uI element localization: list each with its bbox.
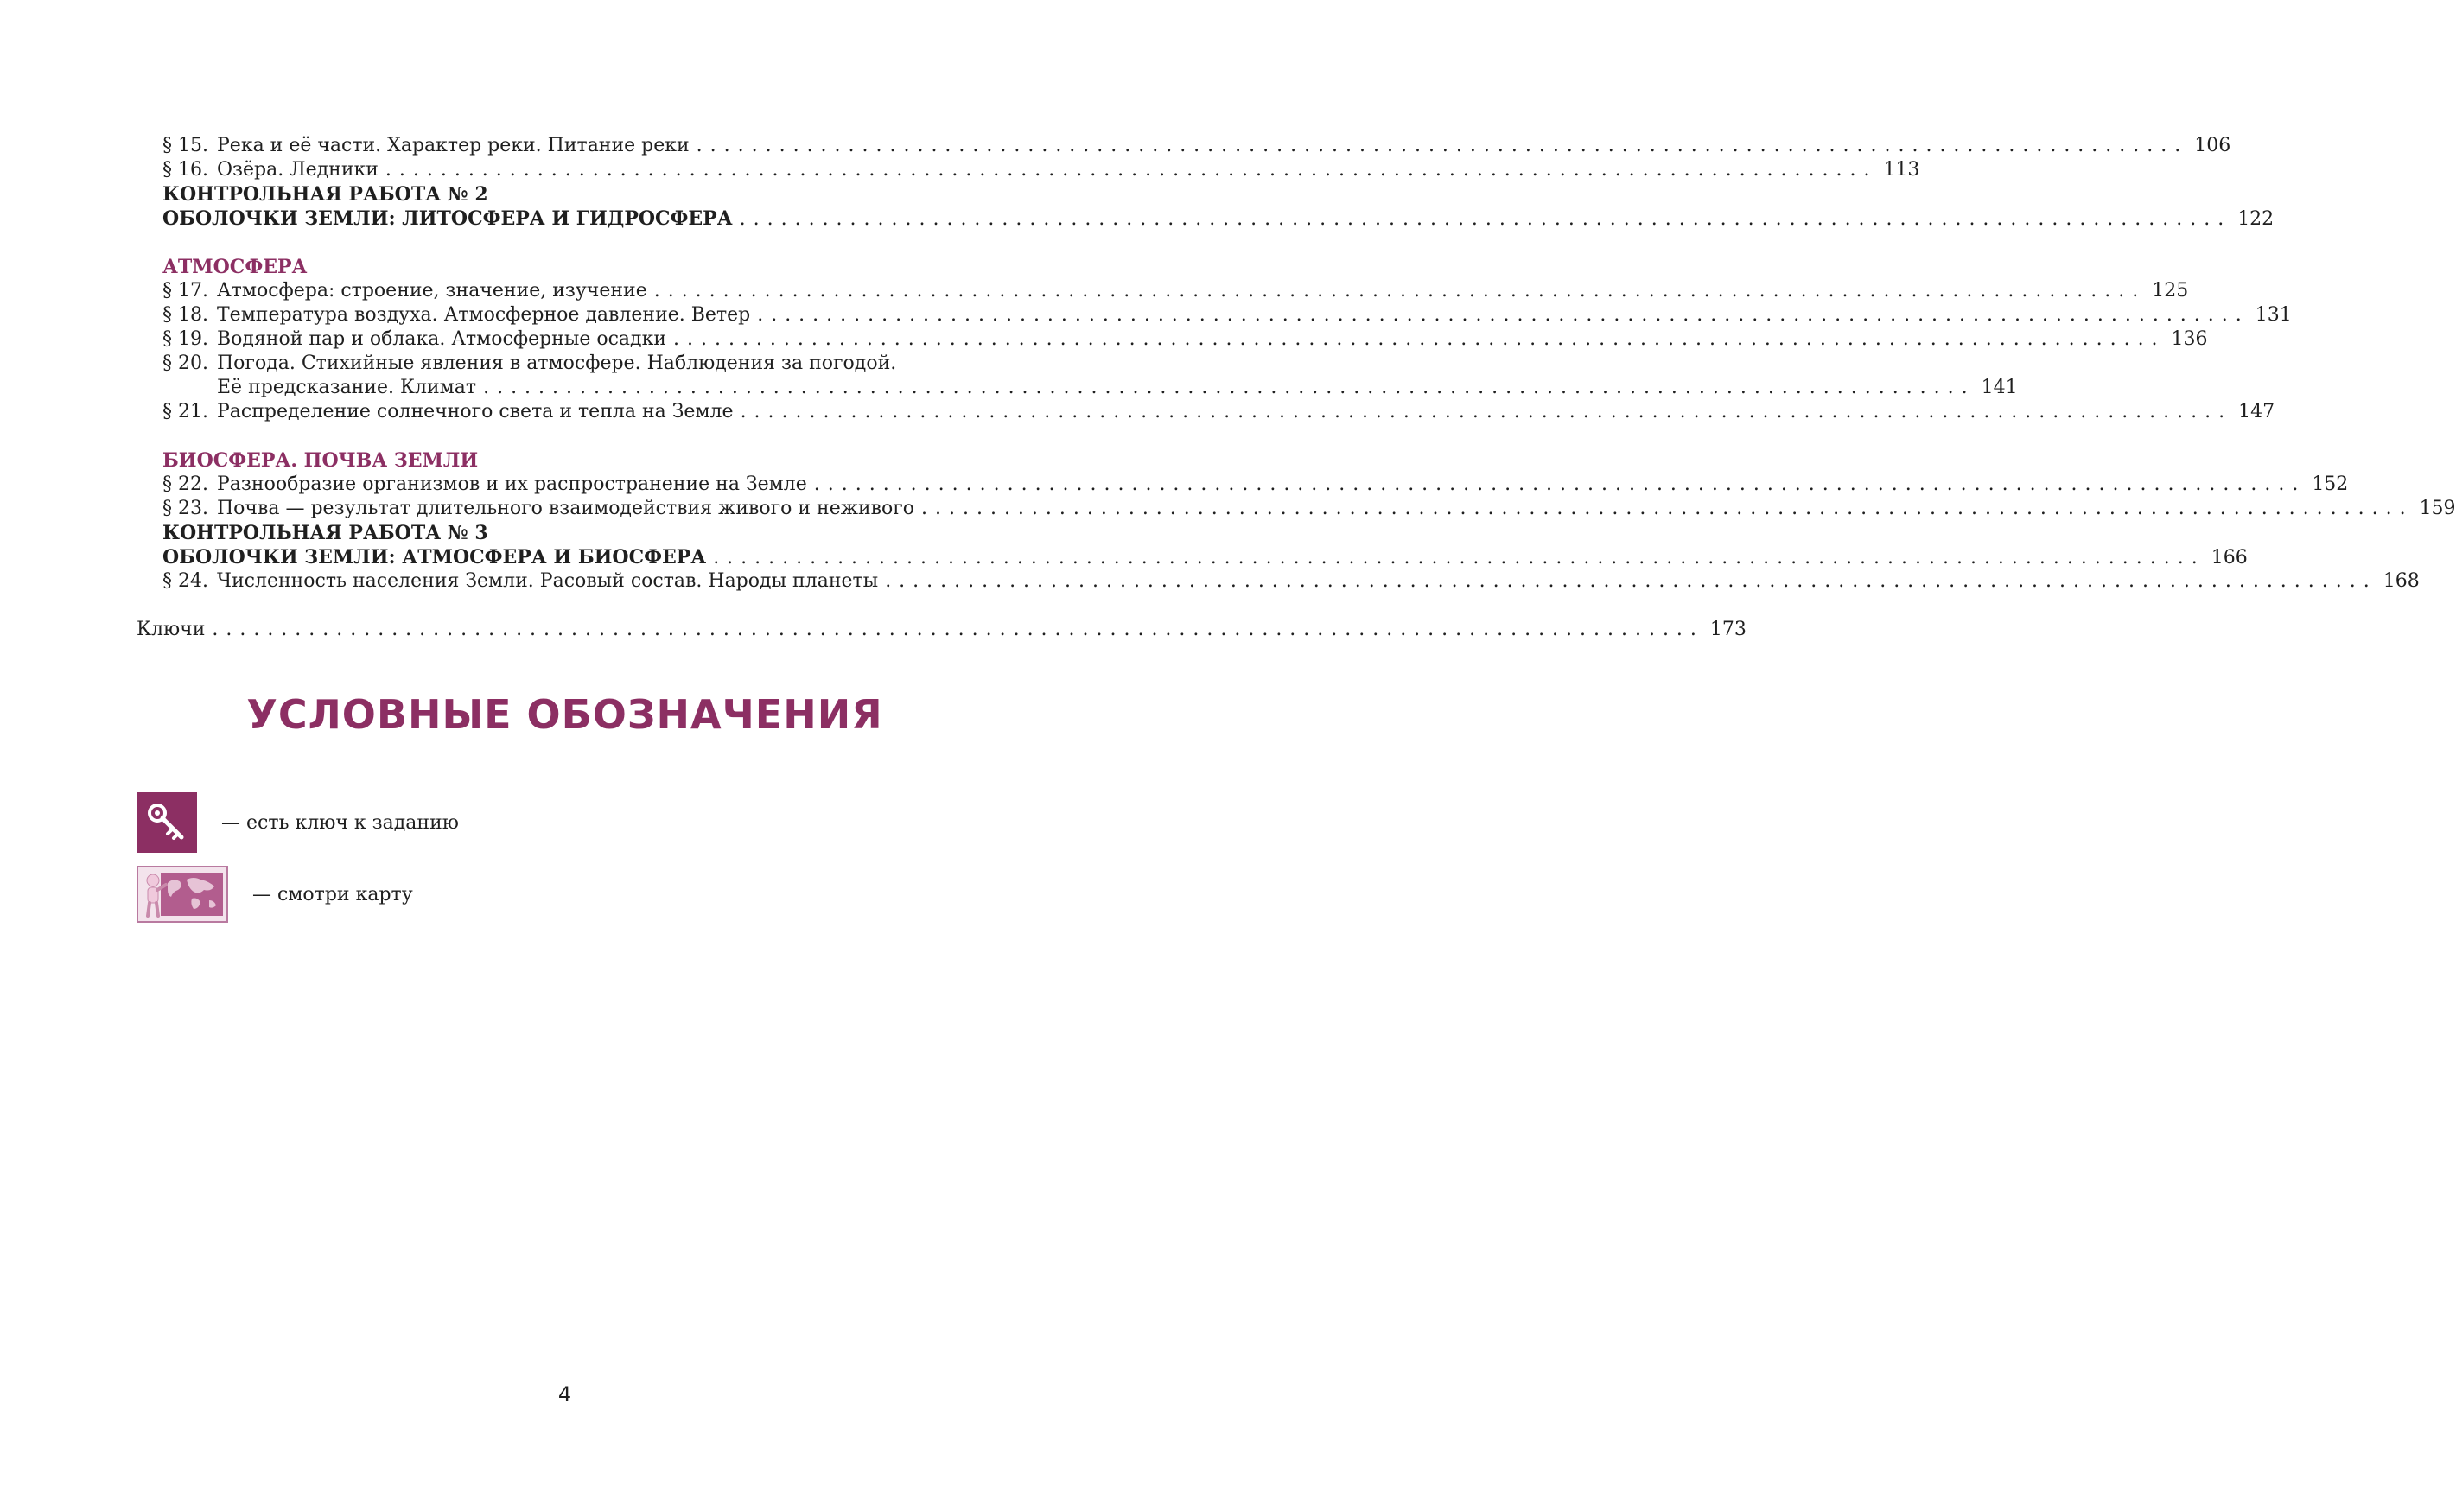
toc-page: 168 bbox=[2383, 570, 2420, 592]
toc-page: 131 bbox=[2255, 304, 2292, 326]
map-icon bbox=[137, 866, 228, 923]
toc-number: § 15. bbox=[162, 135, 208, 156]
toc-title: Озёра. Ледники bbox=[217, 159, 379, 181]
toc-page: 122 bbox=[2237, 208, 2275, 230]
toc-title: Ключи bbox=[137, 619, 206, 640]
dot-leader bbox=[814, 473, 2299, 497]
toc-row-20-line1[interactable] bbox=[137, 352, 1011, 376]
toc-row-17[interactable] bbox=[137, 279, 2189, 303]
dot-leader bbox=[654, 279, 2139, 303]
toc-title: Атмосфера: строение, значение, изучение bbox=[217, 280, 647, 302]
toc-page: 125 bbox=[2152, 280, 2189, 302]
page-number: 4 bbox=[557, 1382, 572, 1407]
toc-number: § 17. bbox=[162, 280, 208, 302]
toc-number: § 18. bbox=[162, 304, 208, 326]
toc-row-23[interactable] bbox=[137, 497, 2456, 521]
dot-leader bbox=[713, 546, 2198, 570]
dot-leader bbox=[385, 158, 1870, 182]
section-heading-atmosphere: АТМОСФЕРА bbox=[162, 256, 308, 278]
toc-page: 159 bbox=[2419, 498, 2456, 519]
dot-leader bbox=[483, 376, 1968, 400]
toc-page: 113 bbox=[1883, 159, 1920, 181]
toc-title: ОБОЛОЧКИ ЗЕМЛИ: АТМОСФЕРА И БИОСФЕРА bbox=[162, 546, 707, 569]
toc-title: Распределение солнечного света и тепла на Земле bbox=[217, 401, 734, 422]
toc-row-16[interactable] bbox=[137, 158, 1920, 182]
toc-number: § 19. bbox=[162, 328, 208, 350]
toc-title: КОНТРОЛЬНАЯ РАБОТА № 3 bbox=[162, 522, 488, 544]
toc-title: Водяной пар и облака. Атмосферные осадки bbox=[217, 328, 667, 350]
key-icon-graphic bbox=[145, 801, 188, 844]
toc-row-24[interactable] bbox=[137, 569, 2420, 594]
toc-page: 166 bbox=[2211, 547, 2248, 569]
toc-title: Её предсказание. Климат bbox=[217, 377, 477, 398]
dot-leader bbox=[885, 569, 2370, 594]
toc-number: § 23. bbox=[162, 498, 208, 519]
dot-leader bbox=[741, 400, 2225, 424]
section-heading-biosphere: БИОСФЕРА. ПОЧВА ЗЕМЛИ bbox=[162, 449, 479, 472]
dot-leader bbox=[212, 618, 1696, 642]
toc-control-3-heading bbox=[137, 521, 1011, 545]
toc-page: 147 bbox=[2238, 401, 2275, 422]
toc-title: Разнообразие организмов и их распространение на Земле bbox=[217, 473, 807, 495]
table-of-contents bbox=[137, 134, 2456, 642]
toc-control-2-heading bbox=[137, 182, 1011, 206]
legend-text: — смотри карту bbox=[252, 883, 413, 905]
toc-row-keys[interactable] bbox=[137, 618, 1747, 642]
toc-number: § 21. bbox=[162, 401, 208, 422]
toc-row-18[interactable] bbox=[137, 303, 2292, 327]
map-icon-graphic bbox=[138, 867, 226, 921]
toc-row-15[interactable] bbox=[137, 134, 2231, 158]
legend-item-map bbox=[137, 866, 413, 923]
legend-item-key bbox=[137, 792, 459, 853]
toc-title: КОНТРОЛЬНАЯ РАБОТА № 2 bbox=[162, 183, 488, 206]
dot-leader bbox=[673, 327, 2158, 352]
toc-number: § 20. bbox=[162, 353, 208, 374]
dot-leader bbox=[697, 134, 2181, 158]
toc-page: 136 bbox=[2171, 328, 2208, 350]
toc-control-3[interactable] bbox=[137, 545, 2248, 569]
toc-control-2[interactable] bbox=[137, 206, 2275, 231]
toc-title: ОБОЛОЧКИ ЗЕМЛИ: ЛИТОСФЕРА И ГИДРОСФЕРА bbox=[162, 207, 733, 230]
toc-title: Температура воздуха. Атмосферное давление. Ветер bbox=[217, 304, 751, 326]
key-icon bbox=[137, 792, 197, 853]
toc-row-19[interactable] bbox=[137, 327, 2208, 352]
toc-page: 106 bbox=[2194, 135, 2231, 156]
toc-title: Погода. Стихийные явления в атмосфере. Наблюдения за погодой. bbox=[217, 353, 897, 374]
toc-number: § 22. bbox=[162, 473, 208, 495]
toc-page: 152 bbox=[2312, 473, 2349, 495]
toc-row-22[interactable] bbox=[137, 473, 2349, 497]
dot-leader bbox=[757, 303, 2242, 327]
toc-number: § 16. bbox=[162, 159, 208, 181]
toc-title: Численность населения Земли. Расовый состав. Народы планеты bbox=[217, 570, 879, 592]
toc-row-20-line2[interactable] bbox=[137, 376, 2018, 400]
toc-title: Почва — результат длительного взаимодействия живого и неживого bbox=[217, 498, 915, 519]
toc-title: Река и её части. Характер реки. Питание реки bbox=[217, 135, 690, 156]
toc-page: 141 bbox=[1981, 377, 2018, 398]
dot-leader bbox=[740, 207, 2224, 232]
legend-text: — есть ключ к заданию bbox=[221, 811, 459, 834]
legend-title: УСЛОВНЫЕ ОБОЗНАЧЕНИЯ bbox=[246, 691, 883, 738]
toc-row-21[interactable] bbox=[137, 400, 2275, 424]
dot-leader bbox=[921, 497, 2406, 521]
toc-number: § 24. bbox=[162, 570, 208, 592]
toc-page: 173 bbox=[1709, 619, 1747, 640]
